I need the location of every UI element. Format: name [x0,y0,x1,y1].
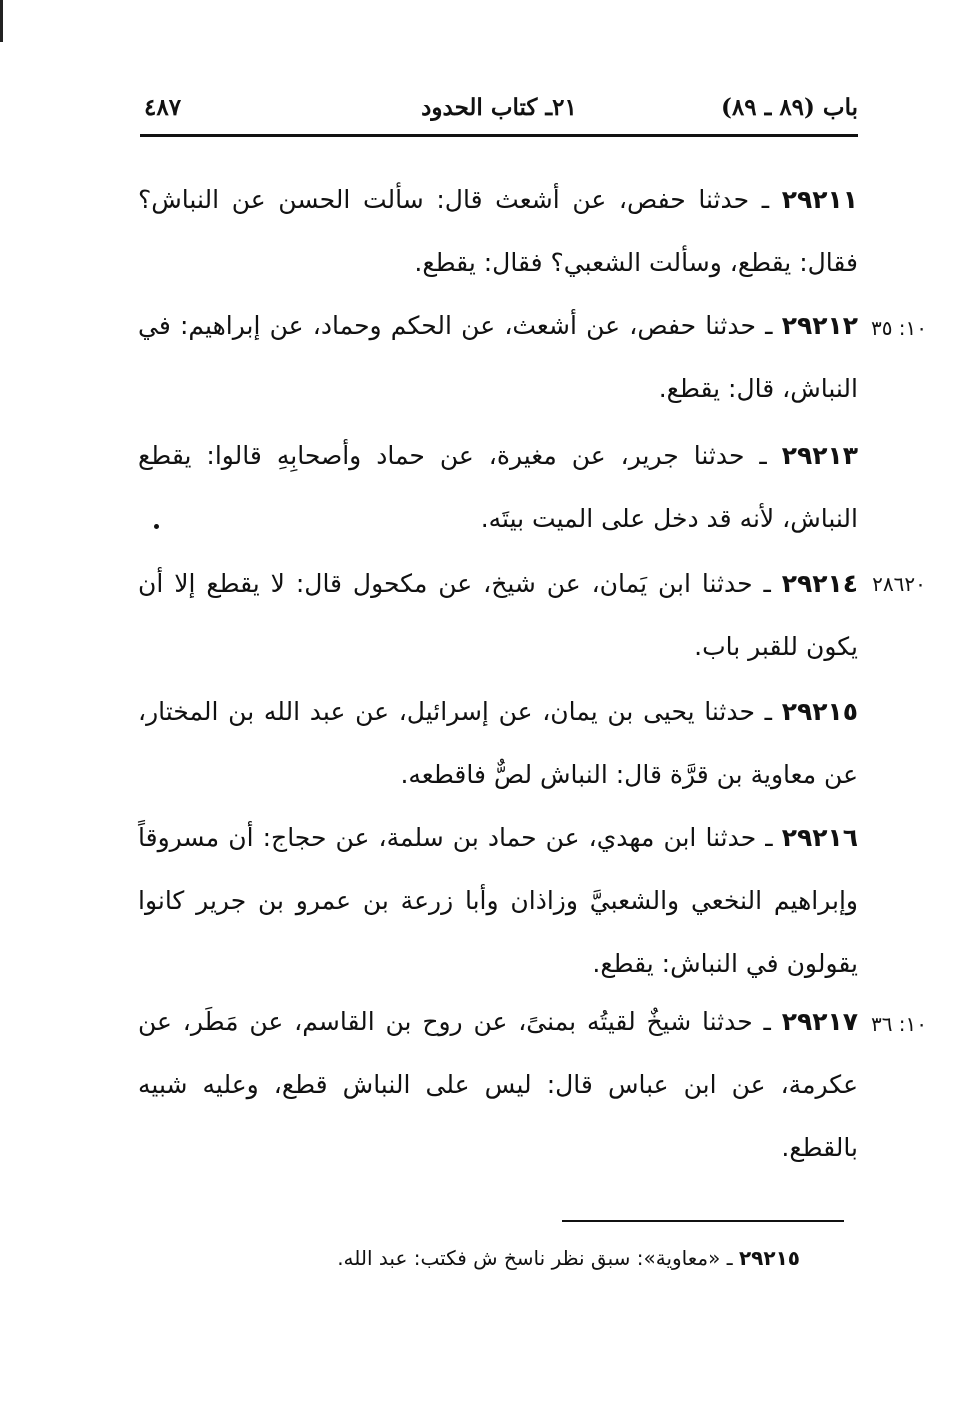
hadith-text: ـ حدثنا ابن يَمان، عن شيخ، عن مكحول قال: لا يقطع إلا أن يكون للقبر باب. [138,569,858,661]
hadith-number: ٢٩٢١٣ [781,441,858,470]
hadith-text: ـ حدثنا حفص، عن أشعث قال: سألت الحسن عن النباش؟ فقال: يقطع، وسألت الشعبي؟ فقال: يقطع. [138,185,858,277]
hadith-number: ٢٩٢١٥ [781,697,858,726]
hadith-entry [138,294,858,420]
hadith-number: ٢٩٢١٢ [781,311,858,340]
hadith-number: ٢٩٢١٤ [781,569,858,598]
hadith-entry [138,680,858,806]
hadith-text: ـ حدثنا ابن مهدي، عن حماد بن سلمة، عن حجاج: أن مسروقاً وإبراهيم النخعي والشعبيَّ وزاذان وأبا زرعة بن عمرو بن جرير كانوا يقولون في النباش: يقطع. [138,823,858,978]
page-number: ٤٨٧ [144,94,182,121]
book-title: ٢١ـ كتاب الحدود [421,94,577,121]
footnote-number: ٢٩٢١٥ [738,1246,800,1270]
footnote-rule [562,1220,844,1222]
running-header [140,92,858,137]
stray-dot [154,524,159,529]
hadith-entry [138,990,858,1179]
margin-reference: ١٠: ٣٦ [870,1012,928,1036]
hadith-text: ـ حدثنا جرير، عن مغيرة، عن حماد وأصحابِهِ قالوا: يقطع النباش، لأنه قد دخل على الميت بيتَه. [138,441,858,533]
hadith-entry [138,168,858,294]
margin-reference: ٢٨٦٢٠ [872,572,926,596]
page-edge-mark [0,0,3,42]
hadith-text: ـ حدثنا حفص، عن أشعث، عن الحكم وحماد، عن إبراهيم: في النباش، قال: يقطع. [138,311,858,403]
hadith-text: ـ حدثنا شيخٌ لقيتُه بمنىً، عن روح بن القاسم، عن مَطَر، عن عكرمة، عن ابن عباس قال: ليس على النباش قطع، وعليه شبيه بالقطع. [138,1007,858,1162]
hadith-number: ٢٩٢١١ [781,185,858,214]
hadith-text: ـ حدثنا يحيى بن يمان، عن إسرائيل، عن عبد الله بن المختار، عن معاوية بن قرَّة قال: النباش لصٌّ فاقطعه. [138,697,858,789]
hadith-entry [138,424,858,550]
hadith-entry [138,552,858,678]
footnote-text: ـ «معاوية»: سبق نظر ناسخ ش فكتب: عبد الله. [337,1246,739,1270]
hadith-number: ٢٩٢١٧ [781,1007,858,1036]
margin-reference: ١٠: ٣٥ [870,316,928,340]
chapter-title: باب (٨٩ ـ ٨٩) [720,94,858,121]
footnote [330,1240,800,1276]
hadith-number: ٢٩٢١٦ [781,823,858,852]
hadith-entry [138,806,858,995]
